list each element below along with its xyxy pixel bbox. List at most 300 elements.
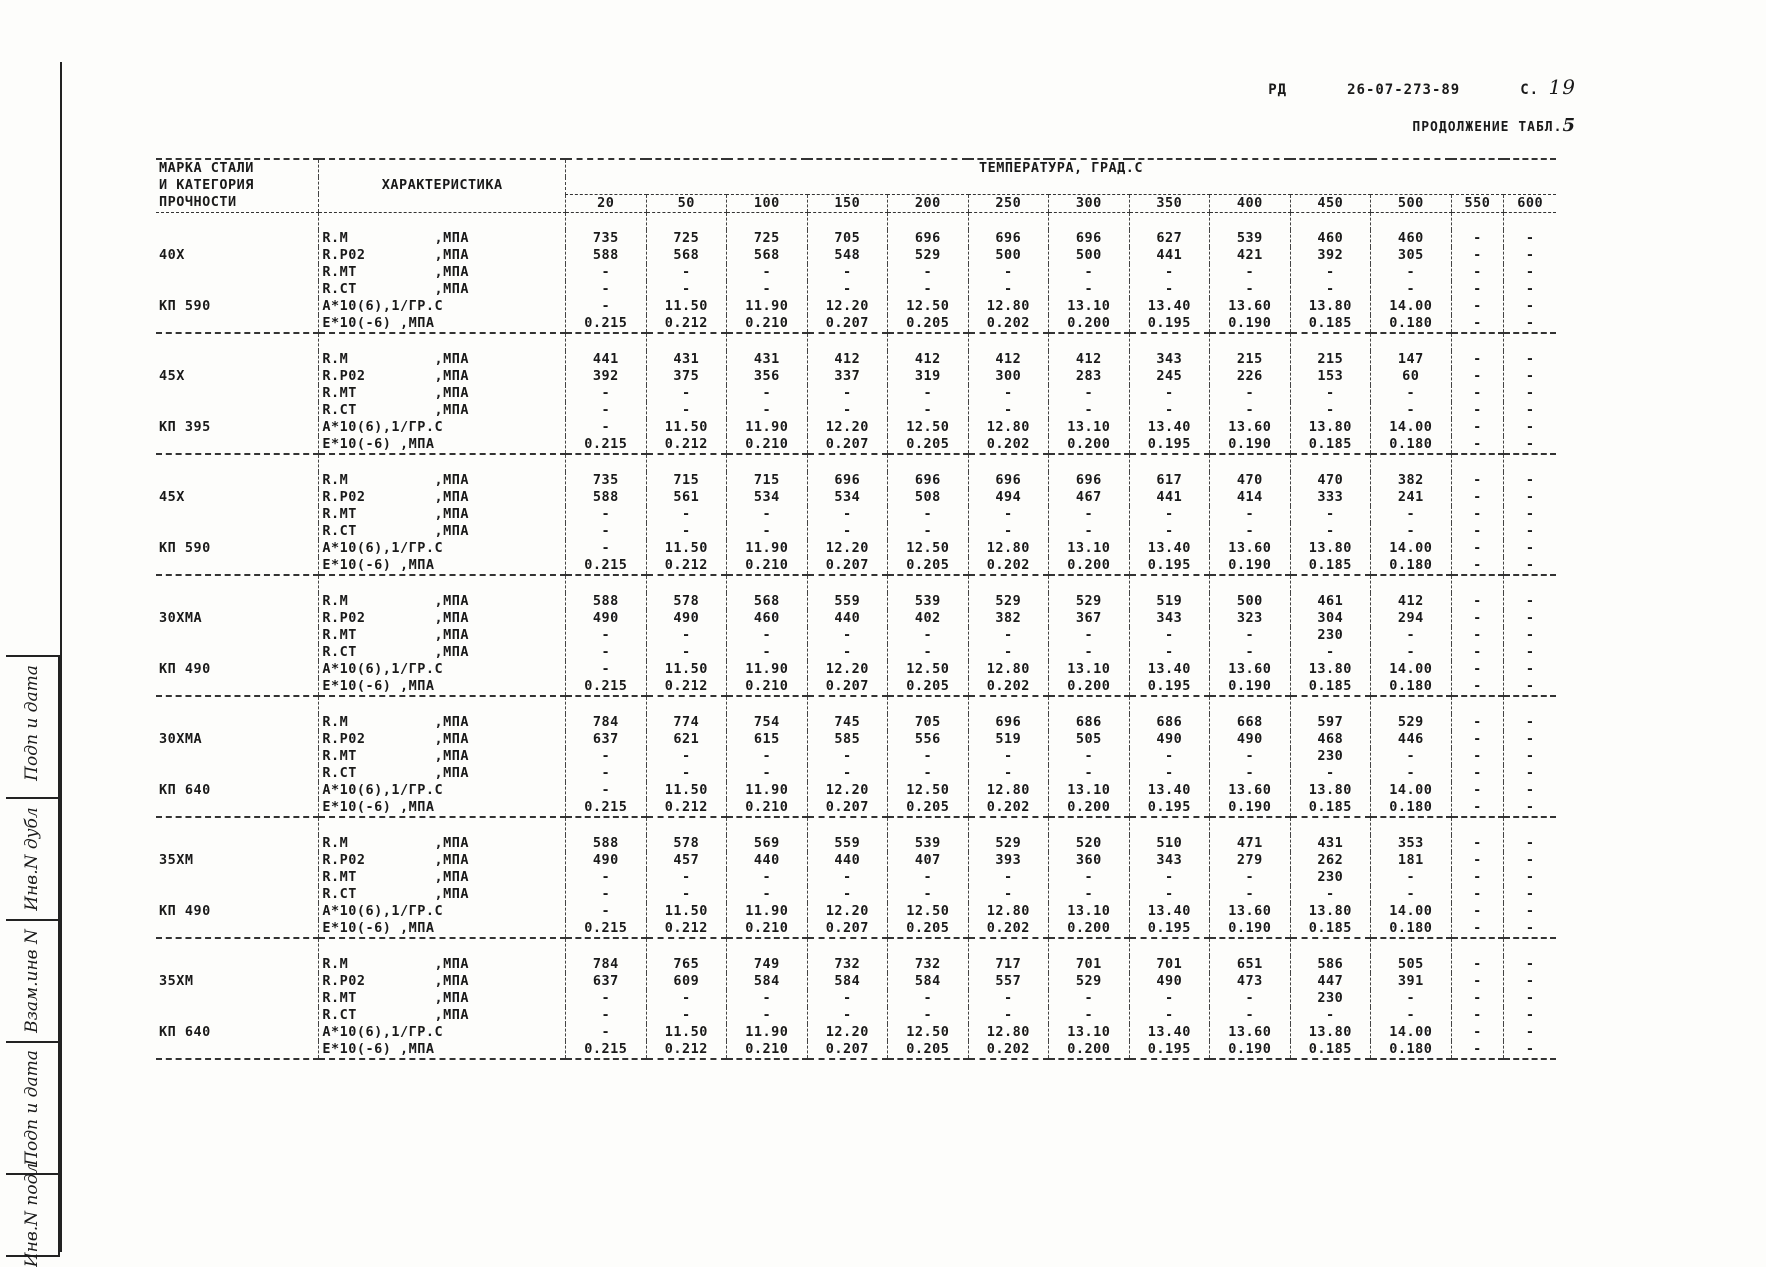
value-cell: - (1451, 281, 1504, 298)
strength-category: КП 490 (159, 902, 211, 919)
spacer-cell (968, 696, 1049, 714)
value-cell: 461 (1290, 593, 1371, 610)
value-cell: 0.207 (807, 799, 888, 817)
spacer-cell (319, 696, 566, 714)
value-cell: - (1451, 835, 1504, 852)
value-cell: - (1504, 540, 1556, 557)
spacer-cell (1210, 938, 1291, 956)
value-cell: - (1049, 523, 1130, 540)
value-cell: - (1451, 523, 1504, 540)
value-cell: - (1451, 557, 1504, 575)
characteristic-label: R.CT ,МПА (319, 644, 566, 661)
table-row (156, 385, 1556, 402)
value-cell: 749 (727, 956, 808, 973)
value-cell: - (1451, 230, 1504, 247)
value-cell: - (1049, 402, 1130, 419)
value-cell: - (807, 627, 888, 644)
table-row (156, 920, 1556, 938)
value-cell: - (1129, 765, 1210, 782)
value-cell: 431 (646, 351, 727, 368)
value-cell: 14.00 (1371, 298, 1452, 315)
header-temp-350: 350 (1129, 194, 1210, 212)
spacer-cell (727, 817, 808, 835)
value-cell: - (1210, 765, 1291, 782)
value-cell: - (1504, 886, 1556, 903)
value-cell: 14.00 (1371, 419, 1452, 436)
value-cell: - (1049, 385, 1130, 402)
grade-cell (156, 402, 319, 419)
value-cell: 421 (1210, 247, 1291, 264)
value-cell: - (1290, 765, 1371, 782)
value-cell: - (566, 281, 647, 298)
value-cell: - (968, 644, 1049, 661)
characteristic-label: R.MT ,МПА (319, 264, 566, 281)
value-cell: 668 (1210, 714, 1291, 731)
value-cell: 0.212 (646, 678, 727, 696)
value-cell: - (1504, 748, 1556, 765)
value-cell: 12.80 (968, 540, 1049, 557)
value-cell: - (888, 264, 969, 281)
value-cell: - (727, 627, 808, 644)
value-cell: 717 (968, 956, 1049, 973)
value-cell: 0.215 (566, 315, 647, 333)
value-cell: - (1290, 1007, 1371, 1024)
characteristic-label: R.MT ,МПА (319, 627, 566, 644)
value-cell: - (1129, 748, 1210, 765)
value-cell: 0.215 (566, 436, 647, 454)
value-cell: - (1129, 402, 1210, 419)
spacer-cell (156, 333, 319, 351)
characteristic-label: A*10(6),1/ГР.С (319, 298, 566, 315)
value-cell: 12.50 (888, 903, 969, 920)
value-cell: - (1504, 1024, 1556, 1041)
page-label: С. (1520, 82, 1540, 98)
value-cell: 0.207 (807, 315, 888, 333)
value-cell: - (566, 1024, 647, 1041)
spacer-cell (807, 938, 888, 956)
spacer-cell (1210, 575, 1291, 593)
value-cell: - (1451, 678, 1504, 696)
value-cell: - (1371, 1007, 1452, 1024)
value-cell: - (968, 886, 1049, 903)
value-cell: 529 (1049, 593, 1130, 610)
value-cell: - (727, 281, 808, 298)
value-cell: 0.200 (1049, 436, 1130, 454)
value-cell: - (807, 402, 888, 419)
value-cell: 0.210 (727, 436, 808, 454)
value-cell: - (1371, 765, 1452, 782)
value-cell: 0.202 (968, 920, 1049, 938)
characteristic-label: R.MT ,МПА (319, 990, 566, 1007)
value-cell: - (1504, 593, 1556, 610)
spacer-cell (727, 938, 808, 956)
value-cell: 11.50 (646, 903, 727, 920)
value-cell: 0.207 (807, 920, 888, 938)
spacer-cell (156, 817, 319, 835)
value-cell: - (1049, 281, 1130, 298)
value-cell: - (1290, 402, 1371, 419)
spacer-cell (1129, 575, 1210, 593)
value-cell: 754 (727, 714, 808, 731)
value-cell: 13.40 (1129, 419, 1210, 436)
spacer-cell (968, 333, 1049, 351)
value-cell: - (1049, 506, 1130, 523)
stamp-cell-label: Инв.N дубл (22, 807, 42, 911)
value-cell: - (646, 402, 727, 419)
value-cell: 696 (807, 472, 888, 489)
approval-stamp (6, 655, 60, 1267)
value-cell: 12.80 (968, 782, 1049, 799)
value-cell: 0.205 (888, 920, 969, 938)
value-cell: 0.212 (646, 920, 727, 938)
value-cell: 11.50 (646, 1024, 727, 1041)
value-cell: - (1129, 627, 1210, 644)
spacer-cell (156, 575, 319, 593)
value-cell: - (1451, 903, 1504, 920)
value-cell: 460 (1290, 230, 1371, 247)
value-cell: - (968, 748, 1049, 765)
table-row (156, 557, 1556, 575)
value-cell: 0.200 (1049, 799, 1130, 817)
table-row (156, 610, 1556, 627)
doc-number: 26-07-273-89 (1347, 82, 1461, 98)
spacer-cell (1451, 575, 1504, 593)
value-cell: - (646, 869, 727, 886)
value-cell: 12.20 (807, 1024, 888, 1041)
value-cell: 578 (646, 593, 727, 610)
value-cell: 0.195 (1129, 436, 1210, 454)
value-cell: 500 (968, 247, 1049, 264)
value-cell: 0.200 (1049, 557, 1130, 575)
value-cell: 0.205 (888, 436, 969, 454)
spacer-cell (888, 938, 969, 956)
value-cell: 0.215 (566, 678, 647, 696)
table-row (156, 540, 1556, 557)
value-cell: 13.80 (1290, 419, 1371, 436)
stamp-cell (6, 1041, 58, 1173)
value-cell: - (1504, 298, 1556, 315)
value-cell: 12.50 (888, 540, 969, 557)
value-cell: - (1504, 281, 1556, 298)
characteristic-label: A*10(6),1/ГР.С (319, 782, 566, 799)
value-cell: 13.80 (1290, 540, 1371, 557)
value-cell: 13.40 (1129, 903, 1210, 920)
value-cell: - (1290, 886, 1371, 903)
value-cell: 621 (646, 731, 727, 748)
value-cell: 696 (888, 230, 969, 247)
value-cell: 13.80 (1290, 1024, 1371, 1041)
strength-category: КП 590 (159, 297, 211, 314)
characteristic-label: R.CT ,МПА (319, 281, 566, 298)
value-cell: 13.10 (1049, 1024, 1130, 1041)
value-cell: - (646, 748, 727, 765)
value-cell: 559 (807, 593, 888, 610)
value-cell: - (1210, 385, 1291, 402)
table-row (156, 489, 1556, 506)
spacer-cell (888, 817, 969, 835)
value-cell: 0.180 (1371, 315, 1452, 333)
spacer-cell (968, 817, 1049, 835)
value-cell: 305 (1371, 247, 1452, 264)
value-cell: - (1504, 835, 1556, 852)
value-cell: 0.180 (1371, 557, 1452, 575)
value-cell: - (1129, 886, 1210, 903)
value-cell: - (1504, 402, 1556, 419)
value-cell: - (1504, 315, 1556, 333)
table-number: 5 (1562, 115, 1576, 136)
value-cell: 13.80 (1290, 661, 1371, 678)
value-cell: 0.212 (646, 1041, 727, 1059)
value-cell: - (566, 869, 647, 886)
value-cell: - (1210, 748, 1291, 765)
value-cell: 431 (1290, 835, 1371, 852)
value-cell: 578 (646, 835, 727, 852)
table-row (156, 714, 1556, 731)
value-cell: - (646, 627, 727, 644)
grade-cell (156, 472, 319, 489)
value-cell: 367 (1049, 610, 1130, 627)
value-cell: - (888, 886, 969, 903)
value-cell: 226 (1210, 368, 1291, 385)
spacer-cell (1049, 333, 1130, 351)
spacer-cell (968, 938, 1049, 956)
value-cell: 0.215 (566, 799, 647, 817)
value-cell: - (888, 1007, 969, 1024)
spacer-cell (888, 575, 969, 593)
value-cell: 343 (1129, 610, 1210, 627)
value-cell: 490 (1129, 973, 1210, 990)
header-grade-line1: МАРКА СТАЛИ (156, 159, 319, 177)
value-cell: 11.50 (646, 298, 727, 315)
value-cell: 732 (888, 956, 969, 973)
value-cell: 705 (888, 714, 969, 731)
value-cell: - (1504, 661, 1556, 678)
value-cell: - (888, 385, 969, 402)
characteristic-label: A*10(6),1/ГР.С (319, 540, 566, 557)
grade-cell (156, 869, 319, 886)
spacer-cell (1371, 454, 1452, 472)
spacer-cell (1371, 575, 1452, 593)
value-cell: 588 (566, 247, 647, 264)
value-cell: 705 (807, 230, 888, 247)
value-cell: 0.190 (1210, 315, 1291, 333)
spacer-cell (566, 938, 647, 956)
value-cell: 337 (807, 368, 888, 385)
table-row (156, 903, 1556, 920)
value-cell: - (566, 402, 647, 419)
spacer-cell (566, 333, 647, 351)
value-cell: - (1129, 385, 1210, 402)
table-row (156, 419, 1556, 436)
spacer-cell (1210, 454, 1291, 472)
value-cell: - (1371, 523, 1452, 540)
spacer-cell (566, 212, 647, 230)
value-cell: - (727, 765, 808, 782)
spacer-cell (727, 212, 808, 230)
value-cell: - (727, 1007, 808, 1024)
value-cell: 0.210 (727, 557, 808, 575)
value-cell: - (727, 402, 808, 419)
value-cell: - (1504, 956, 1556, 973)
value-cell: 0.200 (1049, 1041, 1130, 1059)
value-cell: - (1451, 644, 1504, 661)
value-cell: 412 (888, 351, 969, 368)
value-cell: - (1049, 644, 1130, 661)
value-cell: - (1371, 748, 1452, 765)
value-cell: - (727, 869, 808, 886)
value-cell: 505 (1371, 956, 1452, 973)
characteristic-label: E*10(-6) ,МПА (319, 557, 566, 575)
value-cell: 505 (1049, 731, 1130, 748)
table-row (156, 799, 1556, 817)
value-cell: 440 (807, 852, 888, 869)
value-cell: - (1504, 351, 1556, 368)
spacer-cell (1290, 333, 1371, 351)
value-cell: 12.80 (968, 903, 1049, 920)
value-cell: 0.207 (807, 1041, 888, 1059)
value-cell: 0.190 (1210, 1041, 1291, 1059)
value-cell: 12.80 (968, 1024, 1049, 1041)
characteristic-label: R.P02 ,МПА (319, 973, 566, 990)
value-cell: - (1290, 281, 1371, 298)
value-cell: 393 (968, 852, 1049, 869)
value-cell: - (1451, 402, 1504, 419)
value-cell: 14.00 (1371, 1024, 1452, 1041)
value-cell: - (1290, 506, 1371, 523)
table-row (156, 436, 1556, 454)
value-cell: 13.60 (1210, 540, 1291, 557)
table-row (156, 368, 1556, 385)
value-cell: - (1451, 264, 1504, 281)
value-cell: 0.185 (1290, 678, 1371, 696)
spacer-cell (1049, 212, 1130, 230)
value-cell: 13.80 (1290, 903, 1371, 920)
characteristic-label: R.MT ,МПА (319, 748, 566, 765)
value-cell: 13.60 (1210, 419, 1291, 436)
value-cell: - (566, 298, 647, 315)
characteristic-label: R.M ,МПА (319, 351, 566, 368)
value-cell: 147 (1371, 351, 1452, 368)
spacer-cell (1290, 212, 1371, 230)
value-cell: 556 (888, 731, 969, 748)
value-cell: 585 (807, 731, 888, 748)
spacer-cell (807, 333, 888, 351)
table-row (156, 765, 1556, 782)
value-cell: 0.205 (888, 678, 969, 696)
value-cell: 0.190 (1210, 920, 1291, 938)
value-cell: - (1371, 869, 1452, 886)
value-cell: 0.180 (1371, 1041, 1452, 1059)
spacer-cell (807, 696, 888, 714)
value-cell: - (1451, 661, 1504, 678)
value-cell: 13.10 (1049, 419, 1130, 436)
value-cell: - (888, 869, 969, 886)
value-cell: 586 (1290, 956, 1371, 973)
value-cell: - (1451, 489, 1504, 506)
grade-cell (156, 990, 319, 1007)
spacer-cell (1129, 454, 1210, 472)
spacer-cell (807, 454, 888, 472)
value-cell: - (1371, 506, 1452, 523)
value-cell: 343 (1129, 852, 1210, 869)
spacer-cell (1210, 333, 1291, 351)
value-cell: 696 (968, 230, 1049, 247)
header-grade-line3: ПРОЧНОСТИ (156, 194, 319, 212)
characteristic-label: A*10(6),1/ГР.С (319, 903, 566, 920)
spacer-cell (1210, 212, 1291, 230)
value-cell: 457 (646, 852, 727, 869)
spacer-cell (566, 696, 647, 714)
value-cell: - (1451, 419, 1504, 436)
value-cell: 0.185 (1290, 557, 1371, 575)
value-cell: - (1210, 886, 1291, 903)
value-cell: - (727, 385, 808, 402)
header-temp-200: 200 (888, 194, 969, 212)
value-cell: 0.185 (1290, 920, 1371, 938)
characteristic-label: R.M ,МПА (319, 956, 566, 973)
value-cell: 529 (1049, 973, 1130, 990)
spacer-cell (1451, 696, 1504, 714)
spacer-cell (1451, 454, 1504, 472)
value-cell: - (1210, 627, 1291, 644)
value-cell: 13.40 (1129, 661, 1210, 678)
value-cell: 0.195 (1129, 678, 1210, 696)
page-number: 19 (1548, 75, 1576, 99)
value-cell: 0.190 (1210, 557, 1291, 575)
stamp-cell-label: Подп и дата (22, 1050, 42, 1166)
grade-cell (156, 523, 319, 540)
value-cell: - (1451, 1007, 1504, 1024)
value-cell: 732 (807, 956, 888, 973)
value-cell: 0.200 (1049, 920, 1130, 938)
value-cell: - (1504, 610, 1556, 627)
spacer-cell (1504, 696, 1556, 714)
table-row (156, 748, 1556, 765)
value-cell: - (1451, 886, 1504, 903)
spacer-cell (1371, 938, 1452, 956)
value-cell: 12.50 (888, 298, 969, 315)
value-cell: 431 (727, 351, 808, 368)
value-cell: - (807, 990, 888, 1007)
spacer-cell (968, 575, 1049, 593)
value-cell: - (1290, 644, 1371, 661)
spacer-cell (1371, 333, 1452, 351)
value-cell: 0.212 (646, 436, 727, 454)
value-cell: 447 (1290, 973, 1371, 990)
spacer-cell (807, 212, 888, 230)
value-cell: - (1504, 714, 1556, 731)
value-cell: 637 (566, 731, 647, 748)
table-row (156, 973, 1556, 990)
spacer-cell (156, 938, 319, 956)
value-cell: 440 (727, 852, 808, 869)
value-cell: 568 (727, 593, 808, 610)
value-cell: - (646, 1007, 727, 1024)
value-cell: 0.205 (888, 315, 969, 333)
value-cell: 60 (1371, 368, 1452, 385)
value-cell: - (1371, 990, 1452, 1007)
value-cell: 356 (727, 368, 808, 385)
value-cell: 0.195 (1129, 557, 1210, 575)
value-cell: 0.215 (566, 1041, 647, 1059)
characteristic-label: A*10(6),1/ГР.С (319, 419, 566, 436)
spacer-cell (727, 333, 808, 351)
value-cell: 11.50 (646, 782, 727, 799)
value-cell: - (1210, 264, 1291, 281)
value-cell: 539 (1210, 230, 1291, 247)
spacer-cell (566, 575, 647, 593)
header-temperature: ТЕМПЕРАТУРА, ГРАД.С (566, 159, 1556, 177)
